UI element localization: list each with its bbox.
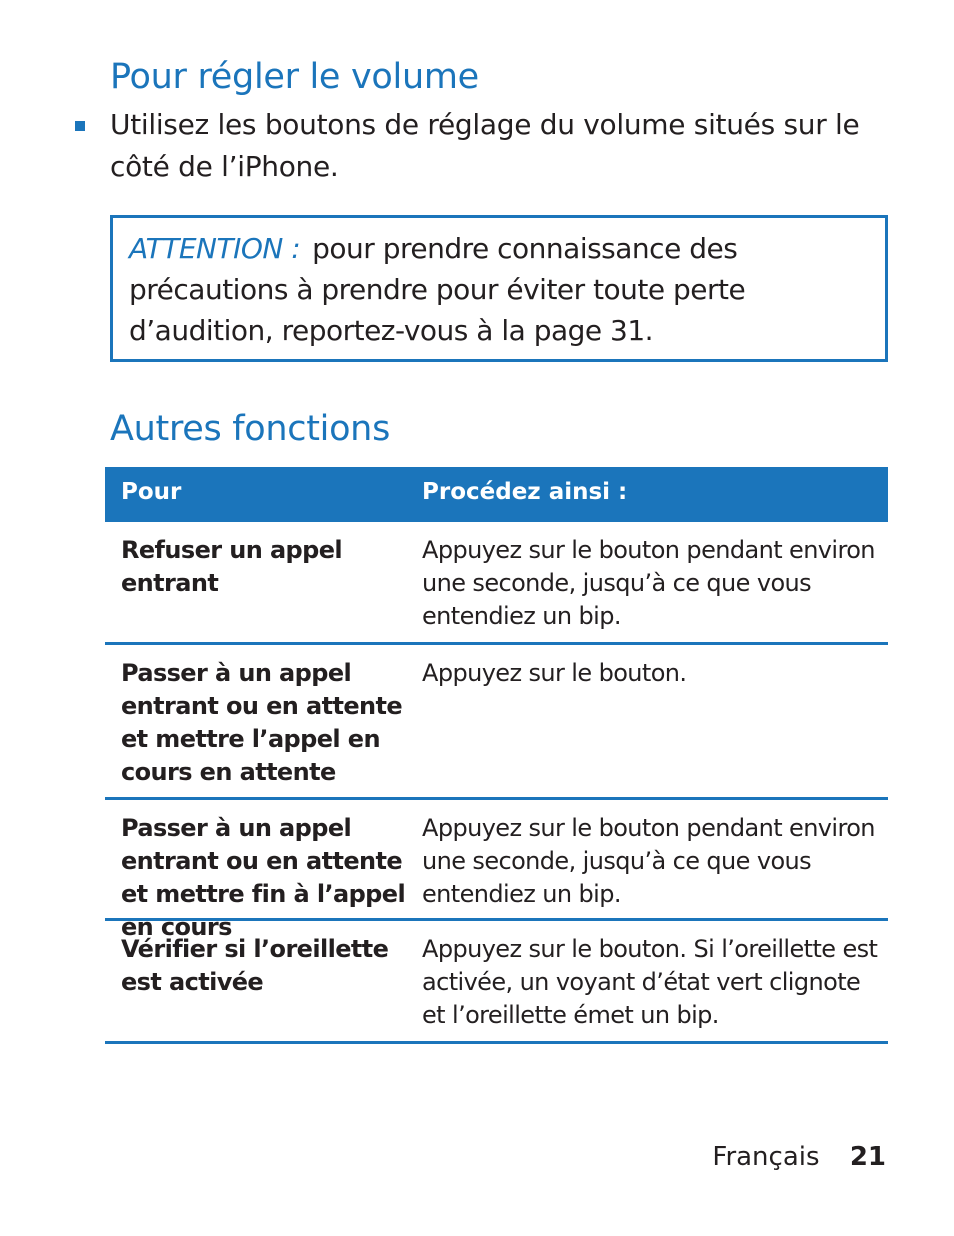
table-cell-procedure: Appuyez sur le bouton pendant environ une seconde, jusqu’à ce que vous entendiez un bip. (422, 536, 875, 630)
table-cell-action: Passer à un appel entrant ou en attente et mettre l’appel en cours en attente (121, 659, 403, 786)
table-row (105, 645, 888, 800)
table-cell-action: Passer à un appel entrant ou en attente et mettre fin à l’appel en cours (121, 814, 406, 941)
attention-text: pour prendre connaissance des précautions à prendre pour éviter toute perte d’audition, reportez-vous à la page 31. (129, 232, 746, 347)
table-row (105, 800, 888, 941)
table-cell-procedure: Appuyez sur le bouton. (422, 659, 687, 687)
autres-fonctions-heading: Autres fonctions (110, 409, 391, 449)
table-cell-procedure: Appuyez sur le bouton. Si l’oreillette est activée, un voyant d’état vert clignote et l’oreillette émet un bip. (422, 935, 878, 1029)
attention-label: ATTENTION : (129, 232, 301, 265)
attention-box (110, 215, 888, 362)
square-bullet-icon (75, 121, 85, 131)
table-cell-action: Refuser un appel entrant (121, 536, 343, 597)
table-row (105, 921, 888, 1044)
volume-bullet-item (75, 104, 895, 188)
page-footer (712, 1142, 886, 1172)
table-cell-action: Vérifier si l’oreillette est activée (121, 935, 389, 996)
functions-table (105, 467, 888, 1044)
volume-bullet-text: Utilisez les boutons de réglage du volume situés sur le côté de l’iPhone. (110, 108, 860, 183)
table-row (105, 522, 888, 645)
volume-heading: Pour régler le volume (110, 57, 479, 97)
table-header-procedez: Procédez ainsi : (422, 479, 628, 505)
footer-language: Français (712, 1142, 820, 1172)
table-cell-procedure: Appuyez sur le bouton pendant environ une seconde, jusqu’à ce que vous entendiez un bip. (422, 814, 875, 908)
table-header-row (105, 467, 888, 522)
page-number: 21 (849, 1142, 886, 1172)
table-header-pour: Pour (121, 479, 182, 505)
